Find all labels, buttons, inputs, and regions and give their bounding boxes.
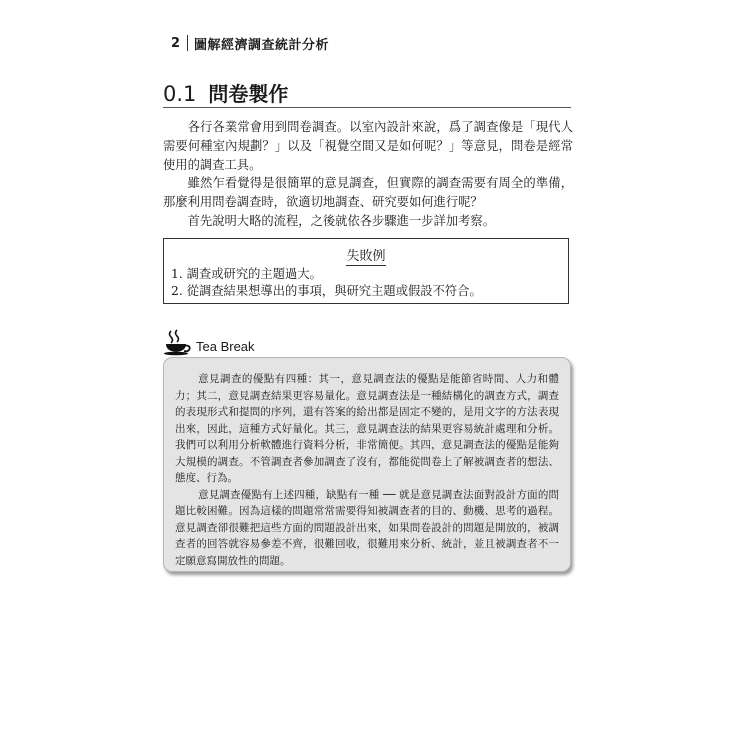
teacup-icon (163, 328, 193, 356)
list-item: 1. 調查或研究的主題過大。 (171, 267, 322, 281)
failure-example-box (163, 238, 569, 304)
page-number: 2 (171, 35, 181, 51)
section-heading (163, 78, 288, 107)
body-paragraph: 首先說明大略的流程，之後就依各步驟進一步詳加考察。 (187, 213, 496, 228)
body-text (163, 118, 573, 231)
section-title: 問卷製作 (208, 82, 289, 106)
section-underline (163, 107, 571, 108)
book-title: 圖解經濟調查統計分析 (194, 37, 330, 53)
tea-break-header (163, 328, 255, 356)
section-number: 0.1 (163, 82, 197, 106)
body-paragraph: 各行各業常會用到問卷調查。以室內設計來說，爲了調查像是「現代人需要何種室內規劃？」以及「視覺空間又是如何呢？」等意見，問卷是經常使用的調查工具。 (163, 120, 573, 172)
running-header (171, 34, 329, 52)
list-item: 2. 從調查結果想導出的事項，與研究主題或假設不符合。 (171, 284, 482, 298)
tea-break-box (163, 357, 571, 572)
tea-break-paragraph: 意見調查的優點有四種：其一，意見調查法的優點是能節省時間、人力和體力；其二，意見調查結果更容易量化。意見調查法是一種結構化的調查方式，調查的表現形式和提問的序列，還有答案的給出都是固定不變的，是用文字的方法表現出來，因此，這種方式好量化。其三，意見調查法的結果更容易統計處理和分析。我們可以利用分析軟體進行資料分析，非常簡便。其四，意見調查法的優點是能夠大規模的調查。不管調查者參加調查了沒有，都能從問卷上了解被調查者的想法、態度、行為。 (175, 373, 559, 484)
header-divider (187, 35, 188, 51)
tea-break-paragraph: 意見調查優點有上述四種，缺點有一種 ── 就是意見調查法面對設計方面的問題比較困難。因為這樣的問題常常需要得知被調查者的目的、動機、思考的過程。意見調查卻很難把這些方面的問題設計出來，如果問卷設計的問題是開放的，被調查者的回答就容易參差不齊，很難回收，很難用來分析、統計，並且被調查者不一定願意寫開放性的問題。 (175, 488, 559, 567)
tea-break-text (175, 371, 559, 569)
tea-break-label: Tea Break (196, 338, 255, 354)
failure-box-title: 失敗例 (346, 249, 386, 264)
body-paragraph: 雖然乍看覺得是很簡單的意見調查，但實際的調查需要有周全的準備，那麼利用問卷調查時，欲適切地調查、研究要如何進行呢？ (163, 176, 573, 210)
failure-list (171, 266, 482, 300)
